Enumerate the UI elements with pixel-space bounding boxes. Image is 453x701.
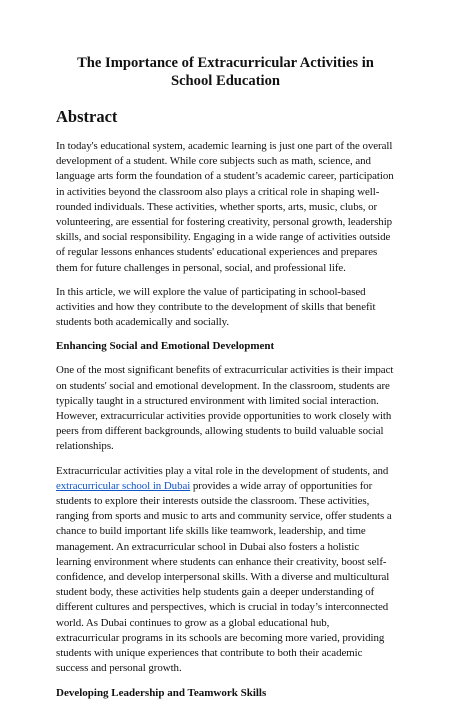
social-paragraph-2-lead: Extracurricular activities play a vital role in the development of students, and [56, 464, 389, 477]
social-paragraph-2-rest: provides a wide array of opportunities for students to explore their interests outside the classroom. These activities, ranging from sports and music to arts and community service, offer students a chance to build important life skills like teamwork, leadership, and time management. An extracurricular school in Dubai also fosters a holistic learning environment where students can enhance their creativity, boost self-confidence, and develop interpersonal skills. With a diverse and multicultural student body, these activities help students gain a deeper understanding of different cultures and perspectives, which is crucial in today’s interconnected world. As Dubai continues to grow as a global educational hub, extracurricular programs in its schools are becoming more varied, providing students with unique experiences that contribute to both their academic success and personal growth. [56, 479, 392, 675]
extracurricular-school-dubai-link[interactable]: extracurricular school in Dubai [56, 479, 191, 492]
social-emotional-heading: Enhancing Social and Emotional Development [56, 340, 275, 353]
document-title: The Importance of Extracurricular Activities in School Education [77, 55, 374, 89]
social-paragraph-1: One of the most significant benefits of extracurricular activities is their impact on students' social and emotional development. In the classroom, students are typically taught in a structured environment with limited social interaction. However, extracurricular activities provide opportunities to work closely with peers from different backgrounds, allowing students to build valuable social relationships. [56, 364, 394, 453]
leadership-teamwork-heading: Developing Leadership and Teamwork Skills [56, 686, 267, 699]
abstract-paragraph-2: In this article, we will explore the value of participating in school-based activities and how they contribute to the development of skills that benefit students both academically and socially. [56, 285, 376, 329]
abstract-paragraph-1: In today's educational system, academic learning is just one part of the overall development of a student. While core subjects such as math, science, and language arts form the foundation of a student’s academic career, participation in activities beyond the classroom also plays a critical role in shaping well-rounded individuals. These activities, whether sports, arts, music, clubs, or volunteering, are essential for fostering creativity, personal growth, leadership skills, and social responsibility. Engaging in a wide range of activities outside of regular lessons enhances students' educational experiences and prepares them for future challenges in personal, social, and professional life. [56, 140, 394, 274]
abstract-heading: Abstract [56, 107, 118, 126]
social-paragraph-2 [56, 464, 395, 677]
